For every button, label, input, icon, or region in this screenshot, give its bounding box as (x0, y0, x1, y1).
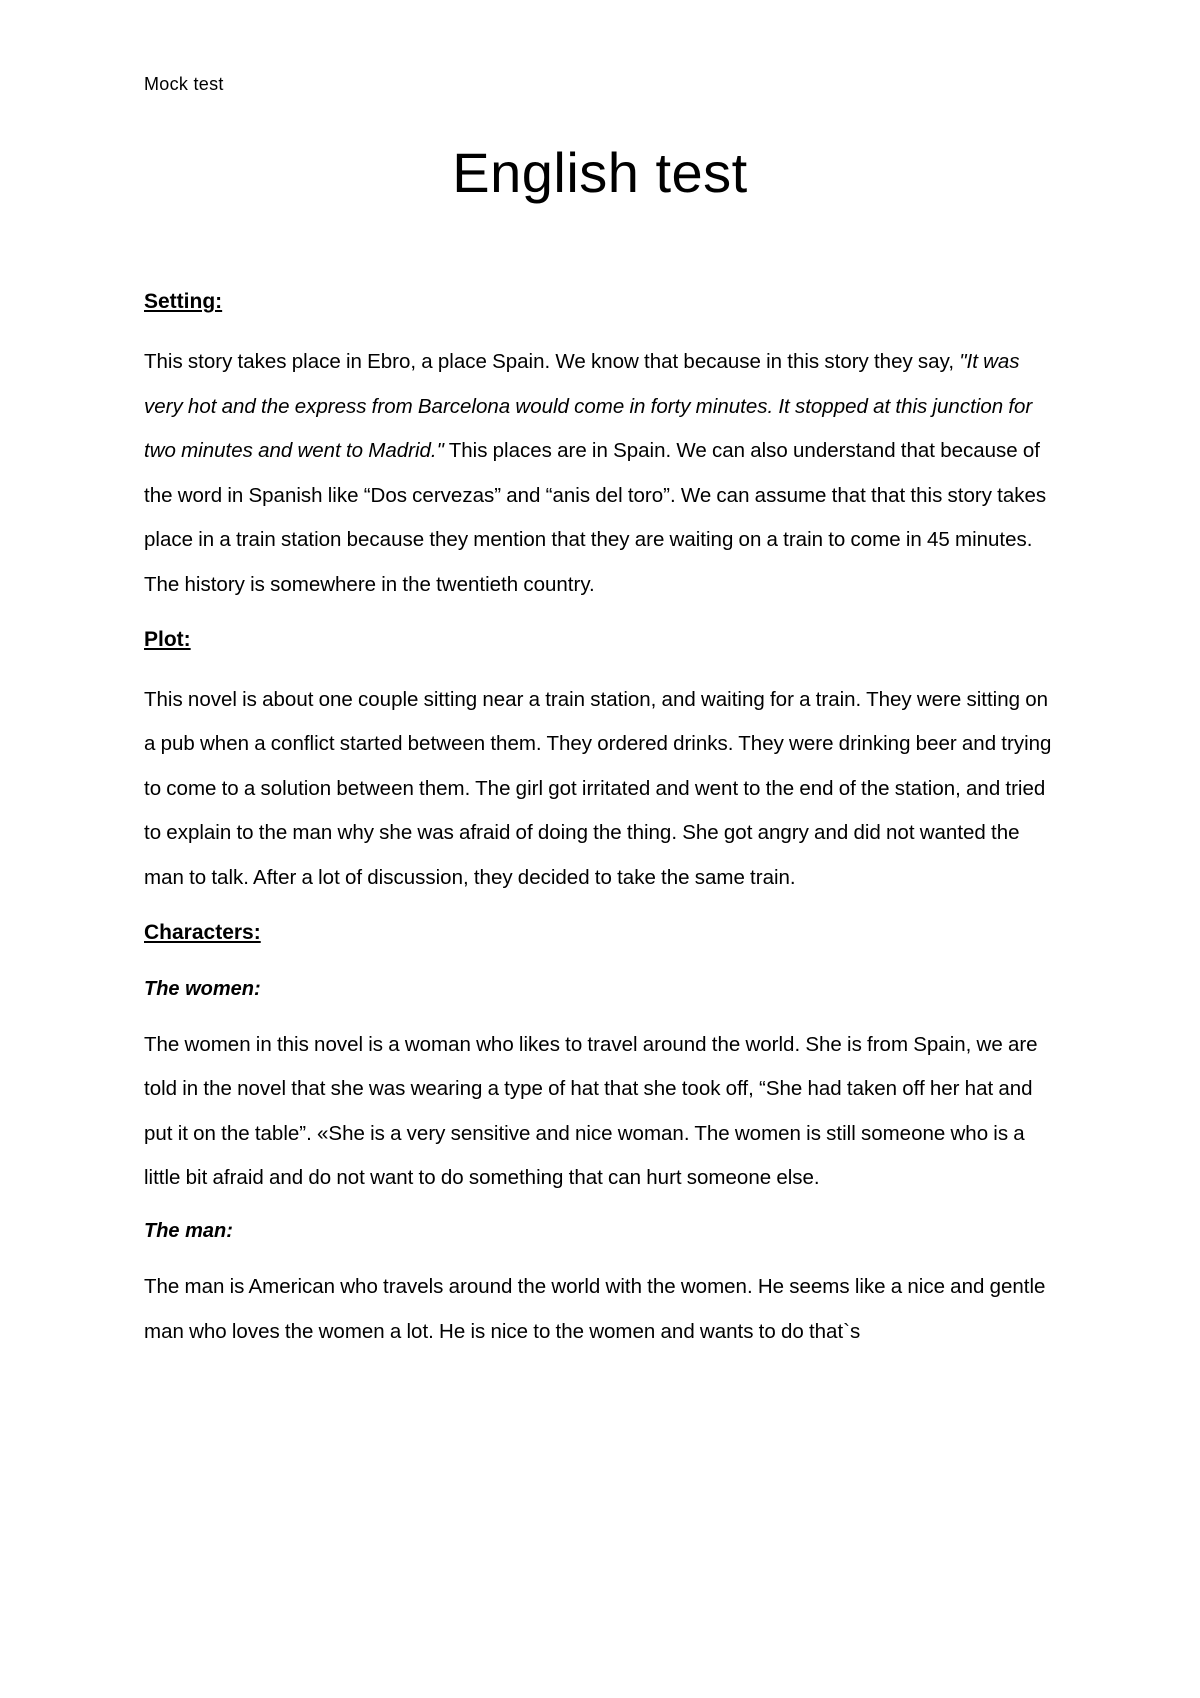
setting-text-rest: This places are in Spain. We can also understand that because of the word in Spanish like “Dos cervezas” and “anis del toro”. We can assume that that this story takes place in a train station because they mention that they are waiting on a train to come in 45 minutes. The history is somewhere in the twentieth country. (144, 439, 1047, 596)
setting-quote: "It was very hot and the express from Barcelona would come in forty minutes. It stopped at this junction for two minutes and went to Madrid." (144, 350, 1033, 463)
document-body (144, 288, 1059, 1354)
man-subheading: The man: (144, 1219, 233, 1242)
page-title: English test (452, 141, 748, 204)
man-paragraph: The man is American who travels around the world with the women. He seems like a nice and gentle man who loves the women a lot. He is nice to the women and wants to do that`s (144, 1274, 1046, 1343)
plot-paragraph: This novel is about one couple sitting near a train station, and waiting for a train. They were sitting on a pub when a conflict started between them. They ordered drinks. They were drinking beer and trying to come to a solution between them. The girl got irritated and went to the end of the station, and tried to explain to the man why she was afraid of doing the thing. She got angry and did not wanted the man to talk. After a lot of discussion, they decided to take the same train. (144, 687, 1052, 889)
setting-paragraph (144, 340, 1059, 608)
setting-heading: Setting: (144, 290, 223, 313)
plot-heading: Plot: (144, 627, 191, 651)
women-paragraph: The women in this novel is a woman who likes to travel around the world. She is from Spain, we are told in the novel that she was wearing a type of hat that she took off, “She had taken off her hat and put it on the table”. «She is a very sensitive and nice woman. The women is still someone who is a little bit afraid and do not want to do something that can hurt someone else. (144, 1032, 1038, 1190)
characters-heading: Characters: (144, 920, 261, 944)
women-subheading: The women: (144, 977, 261, 1000)
setting-text-intro: This story takes place in Ebro, a place Spain. We know that because in this story they say, (144, 350, 960, 373)
page-header: Mock test (144, 74, 224, 94)
